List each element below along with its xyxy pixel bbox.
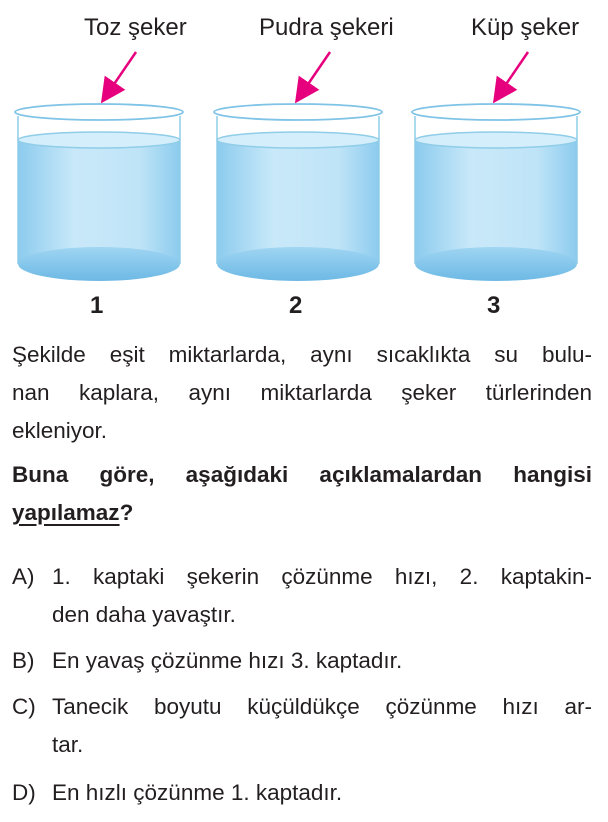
- prompt-line-2: [12, 494, 592, 532]
- underlined-keyword: yapılamaz: [12, 500, 120, 525]
- question-mark: ?: [119, 500, 134, 525]
- arrow-2: [302, 52, 330, 93]
- beaker-3-number: 3: [487, 292, 501, 319]
- option-letter: A): [12, 564, 35, 589]
- beaker-1-number: 1: [90, 292, 104, 319]
- beaker-1-label: Toz şeker: [84, 14, 187, 41]
- beaker-2-number: 2: [289, 292, 303, 319]
- beakers-figure: [0, 0, 608, 330]
- stem-line: nan kaplara, aynı miktarlarda şeker türlerinden: [12, 380, 592, 405]
- option-text: En hızlı çözünme 1. kaptadır.: [52, 780, 343, 805]
- question-stem: [12, 336, 592, 450]
- option-text: Tanecik boyutu küçüldükçe çözünme hızı ar-: [52, 694, 592, 719]
- stem-line: ekleniyor.: [12, 418, 108, 443]
- arrow-3: [500, 52, 528, 93]
- option-text: den daha yavaştır.: [52, 602, 236, 627]
- beaker-2-label: Pudra şekeri: [259, 14, 394, 41]
- option-letter: C): [12, 694, 36, 719]
- option-text: tar.: [52, 732, 84, 757]
- question-prompt: [12, 456, 592, 532]
- beaker-1: [15, 52, 183, 281]
- beaker-3-label: Küp şeker: [471, 14, 580, 41]
- option-letter: D): [12, 780, 36, 805]
- beakers-illustration: [0, 0, 608, 330]
- option-letter: B): [12, 648, 35, 673]
- prompt-line: Buna göre, aşağıdaki açıklamalardan hangisi: [12, 462, 592, 487]
- beaker-2: [214, 52, 382, 281]
- beaker-3: [412, 52, 580, 281]
- option-text: En yavaş çözünme hızı 3. kaptadır.: [52, 648, 403, 673]
- arrow-1: [108, 52, 136, 93]
- stem-line: Şekilde eşit miktarlarda, aynı sıcaklıkta su bulu-: [12, 342, 592, 367]
- option-text: 1. kaptaki şekerin çözünme hızı, 2. kaptakin-: [52, 564, 592, 589]
